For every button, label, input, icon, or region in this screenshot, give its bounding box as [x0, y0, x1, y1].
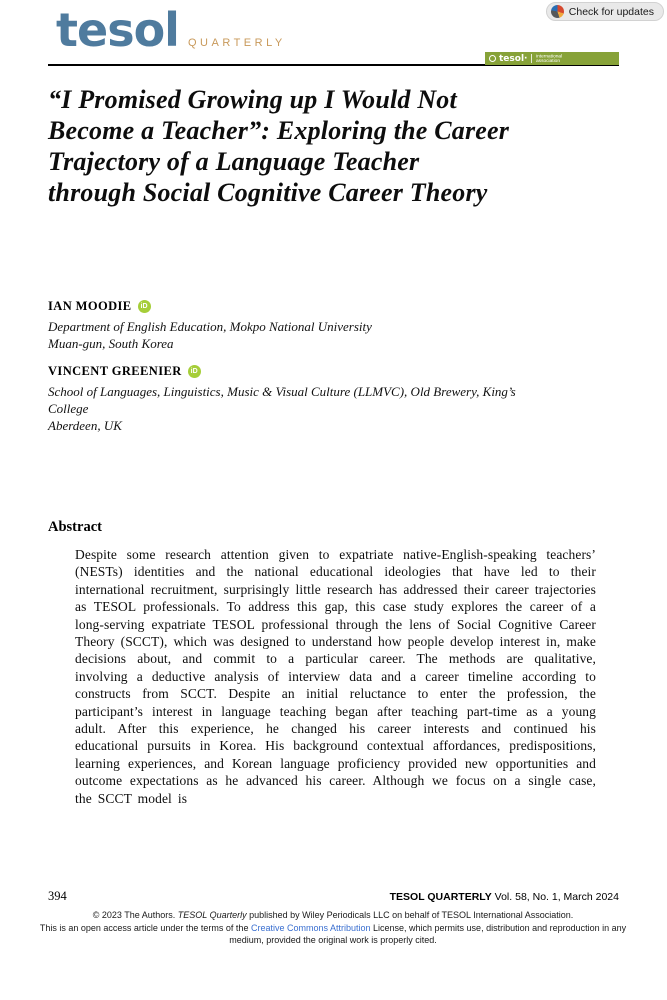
check-for-updates-label: Check for updates [568, 5, 654, 18]
page-number: 394 [48, 889, 67, 903]
author-name: IAN MOODIE [48, 299, 132, 313]
association-name-line1: international [536, 53, 563, 59]
tesol-association-badge [485, 52, 619, 65]
author-affiliation: Department of English Education, Mokpo National University [48, 319, 372, 334]
author-location: Aberdeen, UK [48, 418, 122, 433]
author-block [48, 299, 553, 352]
journal-volume-info [390, 891, 619, 903]
article-title: “I Promised Growing up I Would Not Become a Teacher”: Exploring the Career Trajectory of a Language Teacher through Social Cognitive Career Theory [48, 85, 510, 207]
journal-name: TESOL QUARTERLY [389, 891, 492, 903]
issue-info: Vol. 58, No. 1, March 2024 [491, 891, 619, 903]
crossmark-icon [551, 5, 564, 18]
footer-row [48, 889, 619, 904]
author-block [48, 364, 553, 434]
copyright-line [33, 909, 633, 922]
copyright-journal-name: TESOL Quarterly [177, 910, 247, 920]
globe-icon [489, 55, 496, 62]
author-name-row [48, 299, 553, 314]
quarterly-tagline: QUARTERLY [188, 37, 286, 49]
license-pre: This is an open access article under the terms of the [39, 922, 251, 933]
cc-license-link[interactable]: Creative Commons Attribution [250, 922, 371, 933]
author-location: Muan-gun, South Korea [48, 336, 174, 351]
copyright-post: published by Wiley Periodicals LLC on behalf of TESOL International Association. [246, 910, 574, 920]
abstract-text: Despite some research attention given to expatriate native-English-speaking teachers’ (NESTs) identities and the national educational ideologies that have led to their international recruitment, surprisingly little research has addressed their career trajectories as TESOL professionals. To address this gap, this case study explores the career of a long-serving expatriate TESOL professional through the lens of Social Cognitive Career Theory (SCCT), which was designed to understand how people develop interest in, make decisions about, and commit to a particular career. The methods are qualitative, involving a deductive analysis of interview data and a career timeline according to constructs from SCCT. Despite an initial reluctance to enter the profession, the participant’s interest in language teaching began after teaching part-time as a young adult. After this experience, he changed his career interests and continued his educational pursuits in Korea. His background contextual affordances, predispositions, learning experiences, and Korean language proficiency provided new opportunities and outcome expectations as he advanced his career. Although we focus on a single case, the SCCT model is [75, 547, 596, 806]
author-affiliation: School of Languages, Linguistics, Music & Visual Culture (LLMVC), Old Brewery, King’s College [48, 384, 516, 416]
copyright-pre: © 2023 The Authors. [92, 910, 178, 920]
association-name [536, 54, 562, 64]
license-line [33, 922, 633, 947]
badge-divider [531, 54, 532, 63]
author-name: VINCENT GREENIER [48, 364, 182, 378]
copyright-block [33, 909, 633, 947]
association-name-line2: association [536, 58, 561, 64]
authors-section [48, 299, 553, 446]
license-post: License, which permits use, distribution and reproduction in any medium, provided the original work is properly cited. [229, 922, 627, 945]
author-name-row [48, 364, 553, 379]
tesol-logo: tesol [56, 3, 179, 57]
check-for-updates-button[interactable] [546, 2, 664, 21]
association-logo-text: tesol· [499, 53, 528, 64]
orcid-icon[interactable] [188, 365, 201, 378]
association-logo [489, 54, 527, 64]
orcid-icon[interactable] [138, 300, 151, 313]
abstract-heading: Abstract [48, 519, 102, 535]
